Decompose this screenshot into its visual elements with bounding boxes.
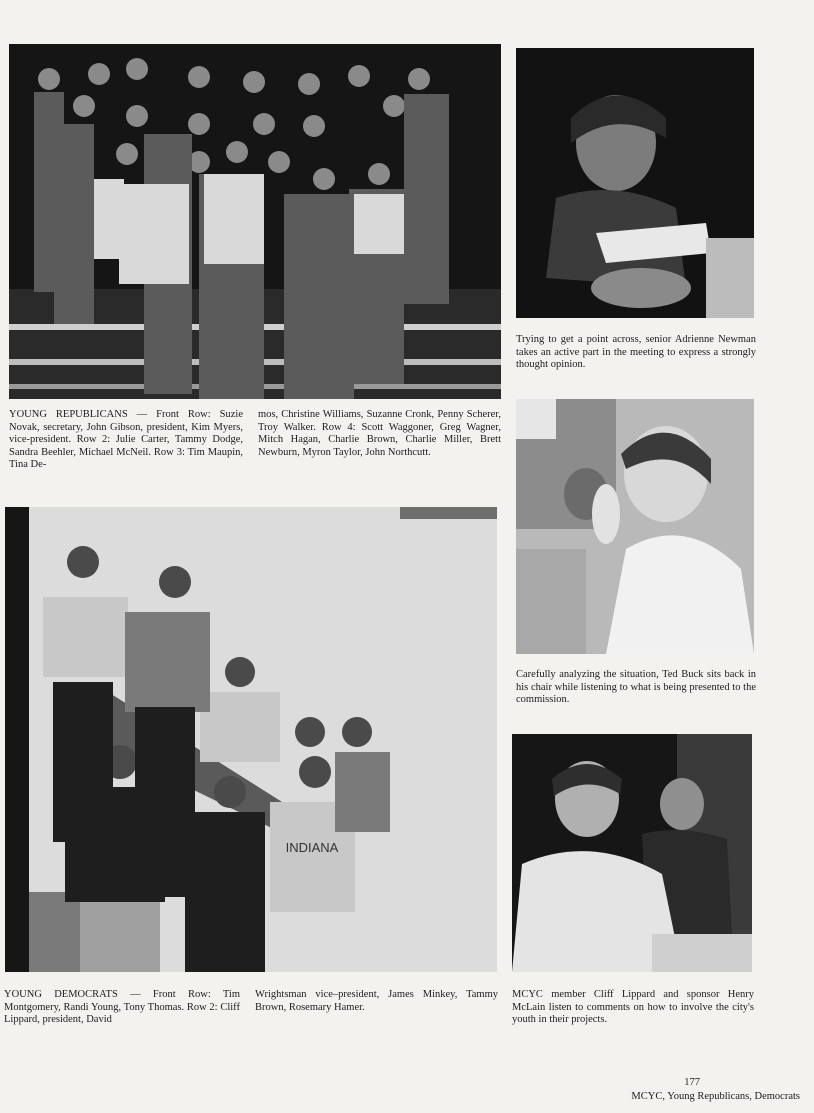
section-title: MCYC, Young Republicans, Democrats — [631, 1091, 800, 1102]
young-democrats-caption-col2: Wrightsman vice–president, James Minkey, Tammy Brown, Rosemary Hamer. — [255, 989, 498, 1013]
ted-buck-caption: Carefully analyzing the situation, Ted Buck sits back in his chair while listening to what is being presented to the commission. — [516, 669, 756, 706]
adrienne-newman-caption: Trying to get a point across, senior Adrienne Newman takes an active part in the meeting to express a strongly thought opinion. — [516, 334, 756, 371]
ted-buck-photo — [516, 399, 754, 654]
young-republicans-photo — [9, 44, 501, 399]
page-number: 177 — [684, 1077, 700, 1088]
cliff-lippard-photo — [512, 734, 752, 972]
young-democrats-photo — [5, 507, 497, 972]
adrienne-newman-photo — [516, 48, 754, 318]
cliff-lippard-caption: MCYC member Cliff Lippard and sponsor Henry McLain listen to comments on how to involve the city's youth in their projects. — [512, 989, 754, 1026]
young-republicans-caption-col2: mos, Christine Williams, Suzanne Cronk, Penny Scherer, Troy Walker. Row 4: Scott Waggoner, Greg Wagner, Mitch Hagan, Charlie Brown, Charlie Miller, Brett Newburn, Myron Taylor, John Northcutt. — [258, 409, 501, 458]
young-democrats-caption-col1: YOUNG DEMOCRATS — Front Row: Tim Montgomery, Randi Young, Tony Thomas. Row 2: Cliff Lippard, president, David — [4, 989, 240, 1026]
young-republicans-caption-col1: YOUNG REPUBLICANS — Front Row: Suzie Novak, secretary, John Gibson, president, Kim Myers, vice-president. Row 2: Julie Carter, Tammy Dodge, Sandra Beehler, Michael McNeil. Row 3: Tim Maupin, Tina De- — [9, 409, 243, 471]
shirt-print-text: INDIANA — [285, 840, 339, 855]
